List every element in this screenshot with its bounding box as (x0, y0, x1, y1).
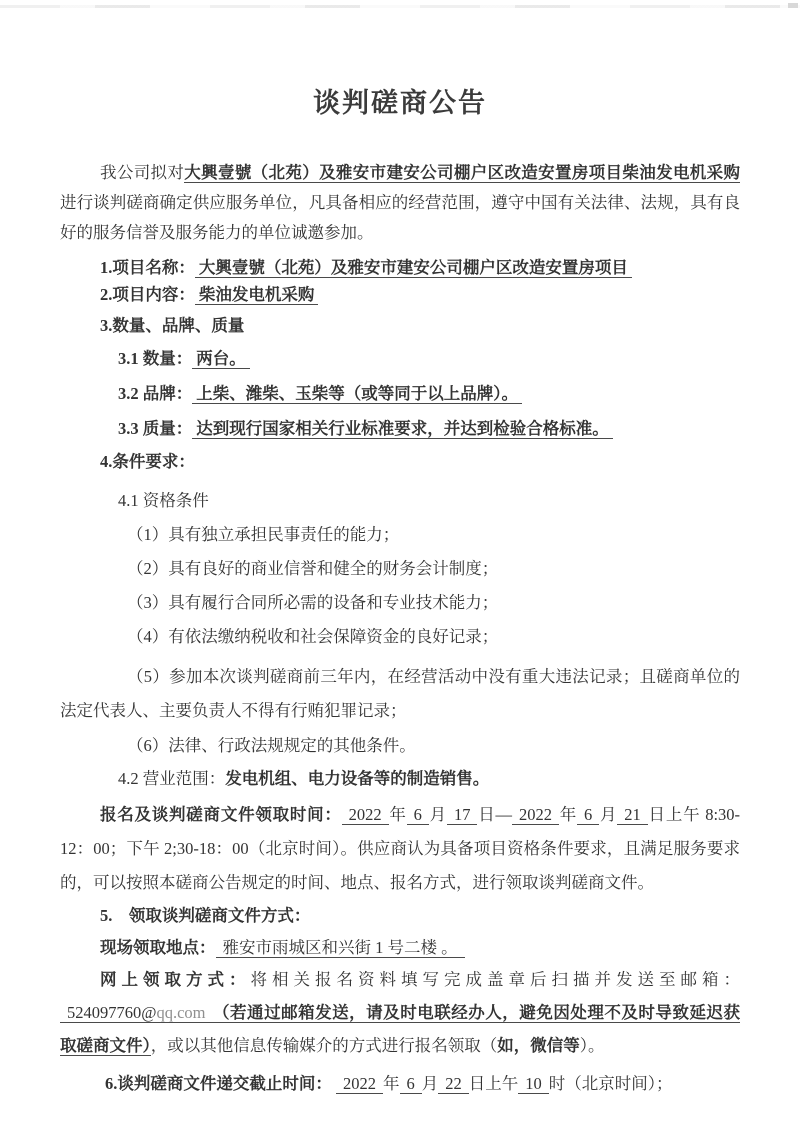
project-name-highlight: 大興壹號（北苑）及雅安市建安公司棚户区改造安置房项目柴油发电机采购 (184, 163, 741, 182)
deadline-label: 6.谈判磋商文件递交截止时间： (105, 1074, 332, 1093)
deadline-month: 6 (400, 1074, 422, 1094)
signup-start-month-unit: 月 (428, 805, 447, 824)
item-qualification-label: 4.1 资格条件 (118, 491, 209, 510)
contact-email-domain: qq.com (156, 1003, 206, 1022)
online-method-note: （若通过邮箱发送，请及时电联经办人，避免因处理不及时导致延迟获取磋商文件） (60, 1003, 740, 1055)
signup-end-day: 21 (617, 805, 648, 825)
item-business-scope (60, 763, 740, 795)
signup-time-label: 报名及谈判磋商文件领取时间： (100, 805, 342, 824)
item-brand-label: 3.2 品牌： (118, 384, 193, 403)
signup-start-year-unit: 年 (388, 805, 407, 824)
signup-time-tail: 日上午 8:30-12：00；下午 2;30-18：00（北京时间）。供应商认为具备项目资格条件要求，且满足服务要求的，可以按照本磋商公告规定的时间、地点、报名方式，进行领取谈判磋商文件。 (60, 805, 741, 892)
deadline-tail: 时（北京时间）； (548, 1074, 673, 1093)
item-brand (60, 378, 740, 410)
deadline-day: 22 (438, 1074, 469, 1094)
item-obtain-method-heading (60, 901, 740, 931)
item-project-content (60, 281, 740, 308)
item-quantity-label: 3.1 数量： (118, 349, 193, 368)
signup-end-year: 2022 (512, 805, 559, 825)
item-business-scope-value: 发电机组、电力设备等的制造销售。 (225, 769, 490, 788)
condition-6: （6）法律、行政法规规定的其他条件。 (127, 736, 416, 755)
intro-text-pre: 我公司拟对 (100, 163, 185, 182)
signup-end-month-unit: 月 (599, 805, 618, 824)
item-project-content-value: 柴油发电机采购 (195, 285, 319, 305)
item-brand-value: 上柴、潍柴、玉柴等（或等同于以上品牌）。 (192, 384, 522, 404)
online-method-end: ）。 (579, 1036, 605, 1055)
item-obtain-method-label: 5. 领取谈判磋商文件方式： (100, 906, 311, 925)
condition-1: （1）具有独立承担民事责任的能力； (127, 525, 400, 544)
contact-email (60, 1003, 213, 1023)
condition-3: （3）具有履行合同所必需的设备和专业技术能力； (127, 593, 499, 612)
onsite-location-label: 现场领取地点： (100, 938, 216, 957)
item-quantity-brand-quality-label: 3.数量、品牌、质量 (100, 316, 245, 335)
online-method-bold: 如，微信等 (497, 1036, 580, 1055)
item-quantity-value: 两台。 (192, 349, 250, 369)
intro-text-post: 进行谈判磋商确定供应服务单位，凡具备相应的经营范围，遵守中国有关法律、法规，具有良好的服务信誉及服务能力的单位诚邀参加。 (60, 193, 740, 242)
deadline-month-unit: 月 (421, 1074, 439, 1093)
online-method-paragraph (60, 963, 740, 1062)
signup-start-month: 6 (407, 805, 429, 825)
deadline-year-unit: 年 (383, 1074, 400, 1093)
online-method-mid: ，或以其他信息传输媒介的方式进行报名领取（ (150, 1036, 498, 1055)
item-requirements-label: 4.条件要求： (100, 452, 195, 471)
item-qualification-heading (60, 485, 740, 517)
item-business-scope-label: 4.2 营业范围： (118, 769, 226, 788)
deadline-hour: 10 (518, 1074, 549, 1094)
intro-paragraph (60, 158, 740, 248)
signup-time-paragraph (60, 798, 740, 900)
item-project-name (60, 254, 740, 281)
condition-5: （5）参加本次谈判磋商前三年内，在经营活动中没有重大违法记录；且磋商单位的法定代表人、主要负责人不得有行贿犯罪记录； (60, 667, 740, 720)
deadline-year: 2022 (336, 1074, 383, 1094)
signup-end-month: 6 (577, 805, 599, 825)
online-method-text: 将相关报名资料填写完成盖章后扫描并发送至邮箱： (250, 970, 740, 989)
item-project-name-value: 大興壹號（北苑）及雅安市建安公司棚户区改造安置房项目 (195, 258, 632, 278)
condition-4: （4）有依法缴纳税收和社会保障资金的良好记录； (127, 627, 499, 646)
condition-2: （2）具有良好的商业信誉和健全的财务会计制度； (127, 559, 499, 578)
signup-start-day: 17 (447, 805, 478, 825)
item-quantity (60, 343, 740, 375)
item-quality-label: 3.3 质量： (118, 419, 193, 438)
item-requirements-heading (60, 446, 740, 477)
scan-artifact-dot (788, 3, 798, 8)
contact-email-user: 524097760@ (67, 1003, 157, 1022)
document-title: 谈判磋商公告 (313, 88, 487, 118)
item-quantity-brand-quality-heading (60, 311, 740, 340)
item-project-content-label: 2.项目内容： (100, 285, 195, 304)
scan-artifact-line (0, 5, 800, 8)
signup-date-dash: 日— (477, 805, 512, 824)
item-quality-value: 达到现行国家相关行业标准要求，并达到检验合格标准。 (192, 419, 613, 439)
deadline-paragraph (60, 1068, 740, 1100)
online-method-label: 网上领取方式： (100, 970, 251, 989)
item-project-name-label: 1.项目名称： (100, 258, 195, 277)
onsite-location (60, 932, 740, 963)
item-quality (60, 413, 740, 445)
signup-end-year-unit: 年 (558, 805, 578, 824)
signup-start-year: 2022 (342, 805, 389, 825)
onsite-location-value: 雅安市雨城区和兴街 1 号二楼 。 (216, 938, 465, 958)
deadline-day-unit: 日上午 (468, 1074, 519, 1093)
